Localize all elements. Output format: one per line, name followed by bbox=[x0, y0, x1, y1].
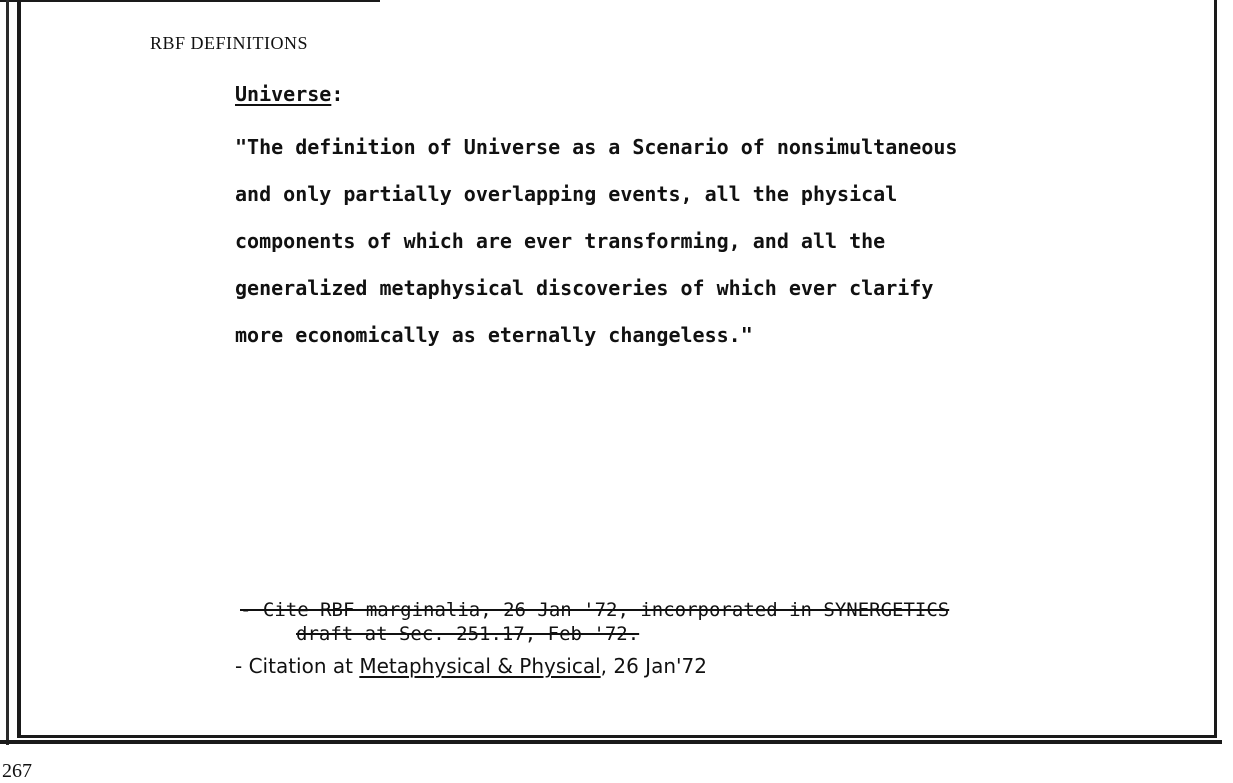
quote-line: generalized metaphysical discoveries of which ever clarify bbox=[235, 276, 934, 300]
quote-line: more economically as eternally changeless." bbox=[235, 323, 753, 347]
definition-subject bbox=[235, 82, 343, 106]
bottom-rule bbox=[0, 740, 1222, 744]
subject-colon: : bbox=[331, 82, 344, 106]
citation-reference: Metaphysical & Physical bbox=[359, 654, 601, 678]
quote-line: and only partially overlapping events, all the physical bbox=[235, 182, 898, 206]
subject-term: Universe bbox=[235, 82, 332, 106]
definition-quote bbox=[235, 124, 1135, 359]
citation-line bbox=[235, 654, 707, 678]
card-heading: RBF DEFINITIONS bbox=[150, 33, 309, 53]
citation-prefix: - Citation at bbox=[235, 654, 360, 678]
quote-line: "The definition of Universe as a Scenario of nonsimultaneous bbox=[235, 135, 958, 159]
quote-line: components of which are ever transforming, and all the bbox=[235, 229, 886, 253]
page-number: 267 bbox=[2, 760, 32, 782]
struck-citation-line: draft at Sec. 251.17, Feb '72. bbox=[296, 623, 640, 645]
citation-date: , 26 Jan'72 bbox=[600, 654, 707, 678]
left-margin-rule bbox=[6, 0, 9, 745]
struck-citation bbox=[240, 598, 949, 646]
struck-citation-line: - Cite RBF marginalia, 26 Jan '72, incorporated in SYNERGETICS bbox=[240, 599, 950, 621]
